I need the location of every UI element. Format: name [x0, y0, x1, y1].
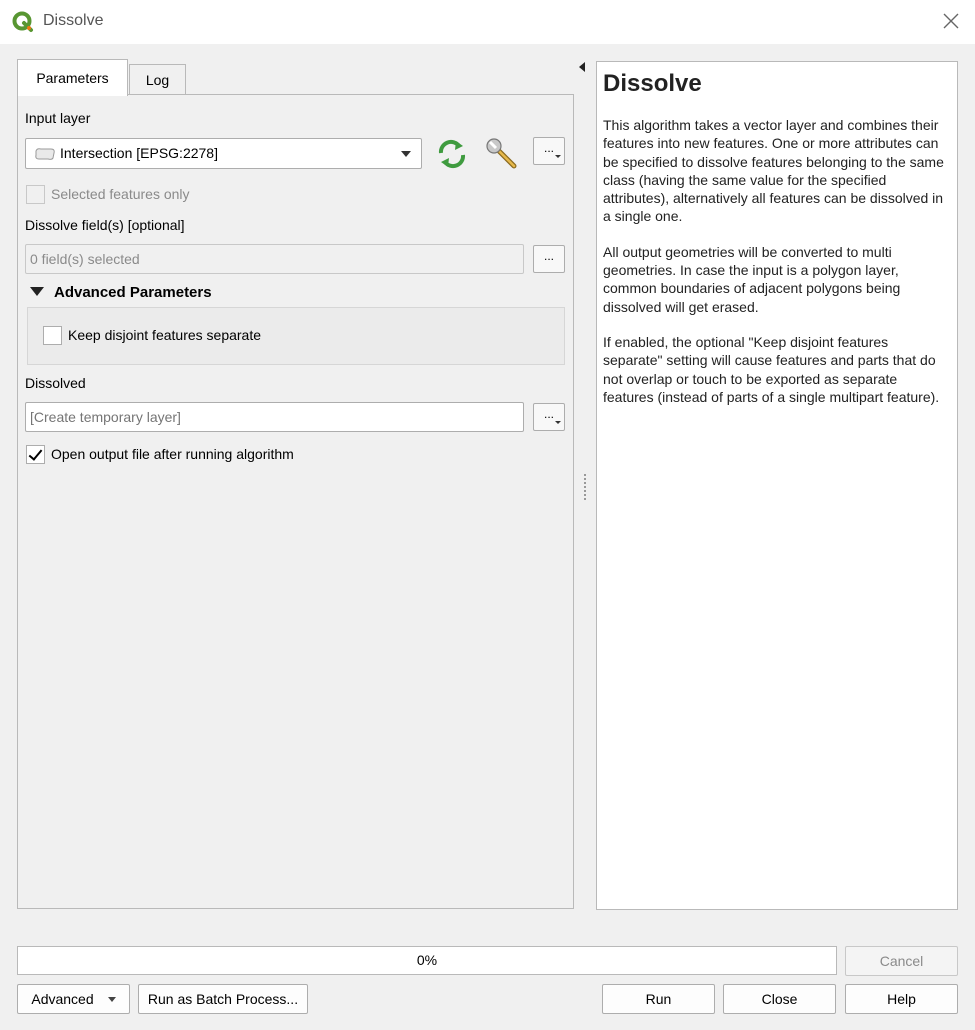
dissolved-output-field[interactable] [25, 402, 524, 432]
dissolve-fields-browse-button[interactable] [533, 245, 565, 273]
input-layer-label: Input layer [25, 110, 91, 126]
collapse-triangle-icon [30, 287, 44, 296]
help-button[interactable]: Help [845, 984, 958, 1014]
collapse-arrow-icon[interactable] [579, 62, 585, 72]
input-layer-combo[interactable] [25, 138, 422, 169]
dissolved-browse-button[interactable] [533, 403, 565, 431]
selected-features-label: Selected features only [51, 186, 190, 202]
dissolve-fields-label: Dissolve field(s) [optional] [25, 217, 185, 233]
cancel-button[interactable]: Cancel [845, 946, 958, 976]
wrench-icon[interactable] [484, 136, 520, 172]
help-panel [596, 61, 958, 910]
qgis-logo-icon [12, 11, 34, 33]
close-icon[interactable] [940, 10, 962, 32]
browse-label: ... [543, 407, 554, 421]
open-output-checkbox[interactable] [26, 445, 45, 464]
iterate-icon[interactable] [434, 136, 470, 172]
run-button[interactable]: Run [602, 984, 715, 1014]
selected-features-checkbox[interactable] [26, 185, 45, 204]
open-output-label: Open output file after running algorithm [51, 446, 294, 462]
progress-bar [17, 946, 837, 975]
chevron-down-icon [555, 155, 561, 158]
browse-label: ... [543, 249, 554, 263]
advanced-parameters-label: Advanced Parameters [54, 284, 212, 301]
input-layer-browse-button[interactable] [533, 137, 565, 165]
help-paragraph: This algorithm takes a vector layer and combines their features into new features. One or more attributes can be specified to dissolve features belonging to the same class (having the same value for the specified attributes), alternatively all features can be dissolved in a single one. [603, 117, 944, 225]
tab-parameters[interactable]: Parameters [17, 59, 128, 96]
title-bar [0, 0, 975, 44]
tab-log[interactable]: Log [129, 64, 186, 95]
dissolve-fields-field[interactable]: 0 field(s) selected [25, 244, 524, 274]
keep-disjoint-label: Keep disjoint features separate [68, 327, 262, 343]
help-paragraph: All output geometries will be converted to multi geometries. In case the input is a polygon layer, common boundaries of adjacent polygons being dissolved will get erased. [603, 243, 901, 315]
dissolved-label: Dissolved [25, 375, 86, 391]
run-as-batch-button[interactable]: Run as Batch Process... [138, 984, 308, 1014]
chevron-down-icon [108, 997, 116, 1002]
help-paragraph: If enabled, the optional "Keep disjoint features separate" setting will cause features and parts that do not overlap or touch to be exported as separate features (instead of parts of a single multipart feature). [603, 333, 940, 405]
chevron-down-icon [401, 151, 411, 157]
progress-text: 0% [416, 952, 438, 968]
browse-label: ... [543, 141, 554, 155]
advanced-button-label: Advanced [31, 991, 94, 1007]
input-layer-value: Intersection [EPSG:2278] [60, 145, 218, 161]
polygon-layer-icon [34, 147, 56, 161]
window-title: Dissolve [43, 12, 104, 29]
advanced-dropdown-button[interactable] [17, 984, 130, 1014]
close-button[interactable]: Close [723, 984, 836, 1014]
advanced-parameters-header[interactable] [30, 284, 212, 301]
keep-disjoint-checkbox[interactable] [43, 326, 62, 345]
chevron-down-icon [555, 421, 561, 424]
help-title: Dissolve [603, 70, 702, 97]
splitter-handle[interactable] [584, 474, 586, 500]
